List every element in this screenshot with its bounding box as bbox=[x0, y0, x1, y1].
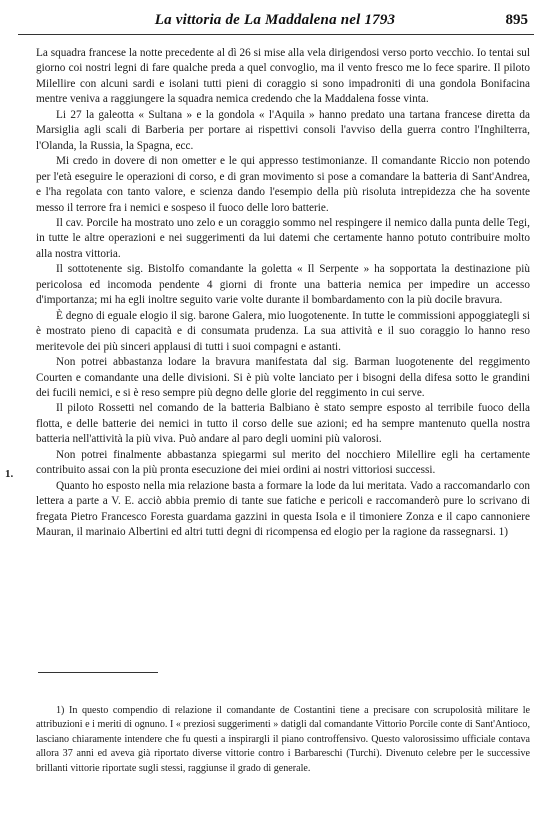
footnote-rule bbox=[38, 672, 158, 673]
paragraph: La squadra francese la notte precedente al dì 26 si mise alla vela dirigendosi verso porto vecchio. Io tentai sul giorno coi nostri legni di fare qualche preda a quel convoglio, ma il vento fresco me lo fece sparire. Il piloto Milellire con alcuni sardi e isolani tutti pieni di coraggio si sono impadroniti di una gondola Bonifacina mentre veniva a raggiungere la squadra nemica credendo che la Maddalena fosse vinta. bbox=[36, 47, 530, 106]
margin-mark: 1. bbox=[5, 468, 14, 480]
header-rule bbox=[18, 34, 534, 35]
footnotes bbox=[36, 704, 530, 776]
footnote: 1) In questo compendio di relazione il comandante de Costantini tiene a precisare con scrupolosità militare le attribuzioni e i meriti di ognuno. I « preziosi suggerimenti » datigli dal comandante Vittorio Porcile conte di Sant'Antioco, lasciano chiaramente intendere che fu questi a inspirargli il piano controffensivo. Questo valorosissimo ufficiale contava allora 37 anni ed aveva già riportato diverse vittorie contro i Barbareschi (Turchi). Divenuto celebre per le successive brillanti vittorie riportate sugli stessi, raggiunse il grado di generale. bbox=[36, 705, 530, 774]
paragraph: Non potrei abbastanza lodare la bravura manifestata dal sig. Barman luogotenente del reggimento Courten e comandante una delle divisioni. Si è più volte lanciato per i bisogni della difesa sotto le grandini dei fucili nemici, e si è reso sempre più degno delle glorie del reggimento in cui serve. bbox=[36, 356, 530, 399]
paragraph: Quanto ho esposto nella mia relazione basta a formare la lode da lui meritata. Vado a raccomandarlo con lettera a parte a V. E. acciò abbia premio di tante sue fatiche e pericoli e raccomanderò pure lo scrivano di fregata Pietro Francesco Foresta guardama gazzini in questa Isola e il timoniere Zonza e il capo cannoniere Mauran, il marinaio Albertini ed altri tutti degni di ricompensa ed elogio per la ragione da rassegnarsi. 1) bbox=[36, 479, 530, 539]
paragraph: Mi credo in dovere di non ometter e le qui appresso testimonianze. Il comandante Riccio non potendo per l'età eseguire le operazioni di corso, e di gran movimento si pose a comandare la batteria di Sant'Andrea, e l'ha regolata con tanto valore, e scienza dando l'esempio della più risoluta intrepidezza che ha sovente messo il terrore fra i nemici e sospeso il fuoco delle loro batterie. bbox=[36, 155, 530, 214]
paragraph: È degno di eguale elogio il sig. barone Galera, mio luogotenente. In tutte le commissioni appoggiategli si è mostrato pieno di capacità e di consumata prudenza. La sua attività e il suo coraggio lo hanno reso meritevole dei più sinceri applausi di tutti i suoi compagni e astanti. bbox=[36, 309, 530, 353]
body-text bbox=[36, 46, 530, 541]
paragraph: Il cav. Porcile ha mostrato uno zelo e un coraggio sommo nel respingere il nemico dalla punta delle Tegi, in tutte le altre operazioni e nei suggerimenti da lui datemi che certamente hanno potuto contribuire molto alla nostra vittoria. bbox=[36, 216, 530, 260]
paragraph: Non potrei finalmente abbastanza spiegarmi sul merito del nocchiero Milellire egli ha certamente contribuito assai con la più pronta esecuzione dei miei ordini ai nostri vittoriosi successi. bbox=[36, 448, 530, 477]
page-number: 895 bbox=[505, 12, 528, 28]
paragraph: Il sottotenente sig. Bistolfo comandante la goletta « Il Serpente » ha sopportata la destinazione più pericolosa ed incomoda pendente 4 giorni di fronte una batteria nemica per impedire un accesso d'importanza; mi ha egli inoltre seguito varie volte durante il bombardamento con la più docile bravura. bbox=[36, 263, 530, 307]
running-title: La vittoria de La Maddalena nel 1793 bbox=[154, 12, 396, 28]
paragraph: Il piloto Rossetti nel comando de la batteria Balbiano è stato sempre esposto al terribile fuoco della flotta, e delle batterie dei nemici in tutto il corso delle sue azioni; ed ha sempre mantenuto quella nostra batteria nell'attività la più viva. Può andare al paro degli uomini più valorosi. bbox=[36, 402, 530, 446]
paragraph: Li 27 la galeotta « Sultana » e la gondola « l'Aquila » hanno predato una tartana francese diretta da Marsiglia agli scali di Barberia per portare ai rispettivi consoli l'avviso della guerra contro l'Inghilterra, l'Olanda, la Russia, la Spagna, ecc. bbox=[36, 108, 530, 152]
page-header bbox=[0, 12, 550, 32]
